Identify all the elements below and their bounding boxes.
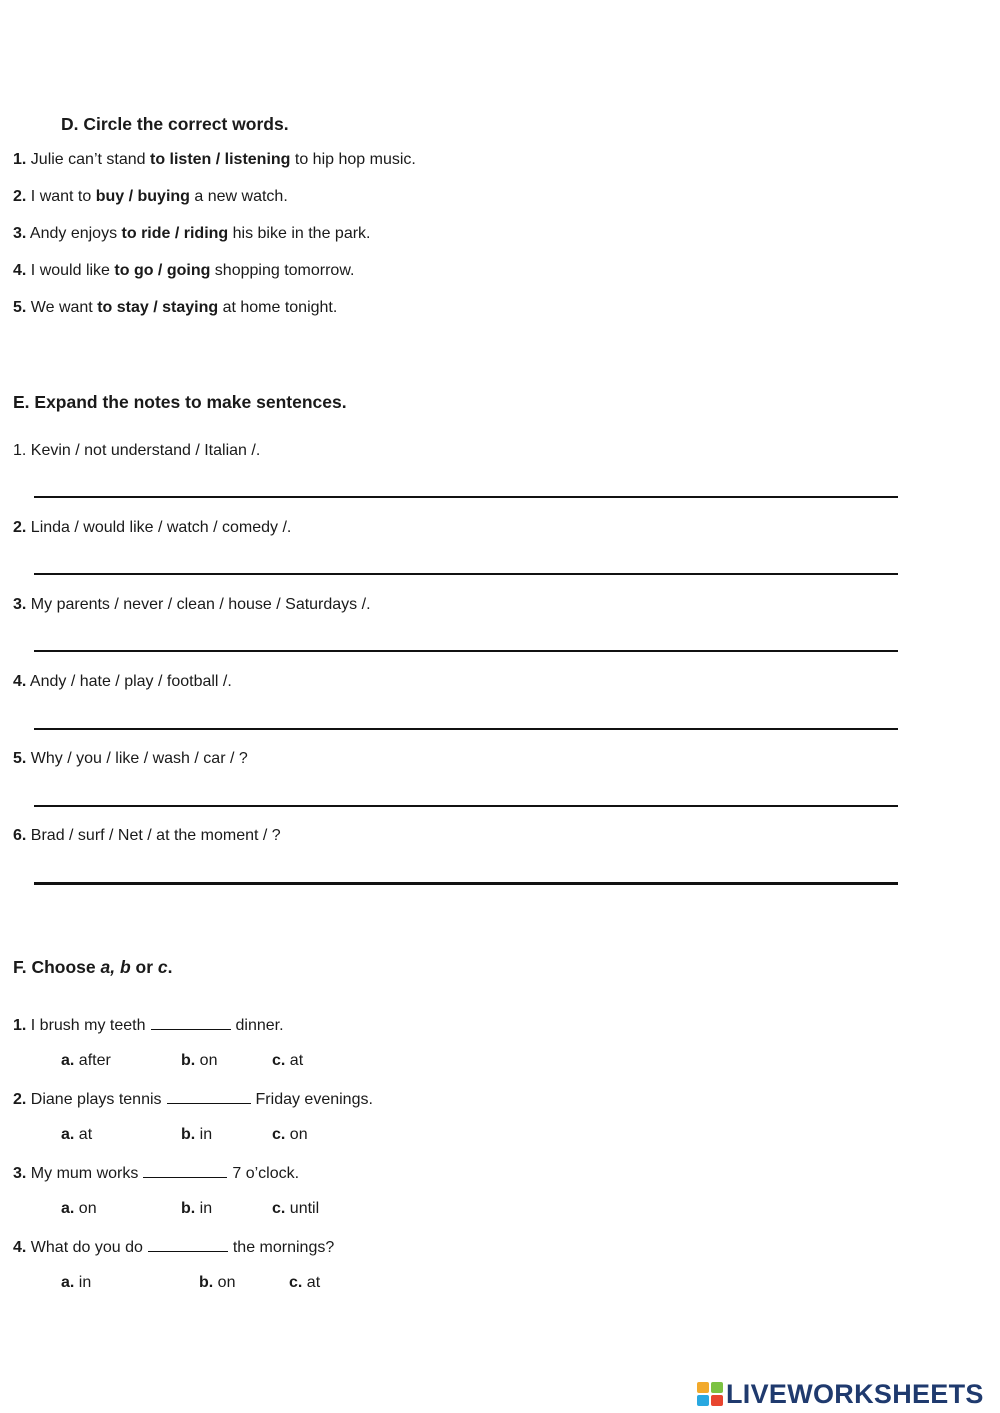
section-f-heading [13,957,173,978]
section-e-heading: E. Expand the notes to make sentences. [13,392,347,412]
d-item-text-post: his bike in the park. [228,225,371,242]
e-item-number: 2. [13,519,27,536]
option-letter: a. [61,1200,75,1217]
e-item-number: 6. [13,827,27,844]
e-item-text: Andy / hate / play / football /. [26,673,232,690]
f-blank-3[interactable] [143,1163,227,1178]
d-item-choice[interactable]: buy / buying [95,188,190,205]
f4-option-a[interactable] [61,1274,91,1292]
liveworksheets-logo-icon [696,1381,724,1407]
option-text: after [74,1052,111,1069]
d-item-text-post: at home tonight. [218,299,338,316]
e-item-text: Kevin / not understand / Italian /. [26,442,261,459]
d-item-2 [13,188,288,206]
option-text: on [213,1274,236,1291]
e-answer-line-4[interactable] [34,728,898,730]
option-text: on [74,1200,97,1217]
f-item-2 [13,1089,373,1109]
d-item-number: 1. [13,151,27,168]
f-item-text-post: the mornings? [232,1239,335,1256]
d-item-choice[interactable]: to stay / staying [97,299,219,316]
d-item-text-pre: We want [30,299,98,316]
d-item-5 [13,299,337,317]
f-item-text-post: Friday evenings. [255,1091,373,1108]
f-item-text-pre: What do you do [26,1239,143,1256]
d-item-text-pre: I want to [30,188,96,205]
f-item-text-post: dinner. [235,1017,284,1034]
f-blank-2[interactable] [167,1089,251,1104]
f-blank-4[interactable] [148,1237,228,1252]
option-letter: a. [61,1052,75,1069]
f-heading-c: c [157,957,168,977]
d-item-text-post: a new watch. [189,188,288,205]
f-item-number: 2. [13,1091,27,1108]
section-d-heading: D. Circle the correct words. [61,114,289,134]
e-answer-line-2[interactable] [34,573,898,575]
f-item-text-post: 7 o’clock. [232,1165,300,1182]
e-item-number: 4. [13,673,27,690]
option-letter: b. [181,1200,196,1217]
e-item-text: Linda / would like / watch / comedy /. [26,519,292,536]
d-item-number: 5. [13,299,27,316]
option-letter: a. [61,1126,75,1143]
liveworksheets-logo-text: LIVEWORKSHEETS [726,1378,984,1409]
f2-option-b[interactable] [181,1126,212,1144]
f1-option-a[interactable] [61,1052,111,1070]
f-item-1 [13,1015,284,1035]
d-item-text-pre: Andy enjoys [29,225,122,242]
f-item-text-pre: Diane plays tennis [26,1091,162,1108]
d-item-text-post: to hip hop music. [290,151,416,168]
d-item-text-pre: I would like [30,262,115,279]
f-item-text-pre: I brush my teeth [26,1017,146,1034]
d-item-choice[interactable]: to go / going [114,262,211,279]
option-letter: b. [181,1126,196,1143]
f-item-number: 4. [13,1239,27,1256]
d-item-1 [13,151,416,169]
e-item-1 [13,442,260,460]
option-text: in [195,1200,213,1217]
option-text: on [285,1126,308,1143]
f-item-number: 3. [13,1165,27,1182]
f4-option-c[interactable] [289,1274,320,1292]
f-item-4 [13,1237,334,1257]
option-text: at [285,1052,304,1069]
e-item-5 [13,750,248,768]
liveworksheets-logo [696,1377,984,1411]
f2-option-a[interactable] [61,1126,92,1144]
d-item-choice[interactable]: to ride / riding [121,225,229,242]
f3-option-a[interactable] [61,1200,97,1218]
f3-option-b[interactable] [181,1200,212,1218]
e-item-text: My parents / never / clean / house / Saturdays /. [26,596,371,613]
e-item-number: 3. [13,596,27,613]
e-answer-line-6[interactable] [34,882,898,885]
option-letter: c. [289,1274,303,1291]
d-item-number: 4. [13,262,27,279]
f-item-text-pre: My mum works [26,1165,139,1182]
f-heading-a-b: a, b [100,957,131,977]
f1-option-b[interactable] [181,1052,217,1070]
e-item-4 [13,673,232,691]
d-item-number: 2. [13,188,27,205]
option-letter: b. [181,1052,196,1069]
e-item-text: Brad / surf / Net / at the moment / ? [26,827,281,844]
option-text: at [302,1274,321,1291]
option-text: until [285,1200,320,1217]
option-text: in [195,1126,213,1143]
e-item-6 [13,827,281,845]
d-item-choice[interactable]: to listen / listening [149,151,291,168]
option-text: at [74,1126,93,1143]
f-heading-prefix: F. Choose [13,957,101,977]
option-text: on [195,1052,218,1069]
f-item-3 [13,1163,299,1183]
option-letter: a. [61,1274,75,1291]
d-item-number: 3. [13,225,27,242]
f2-option-c[interactable] [272,1126,308,1144]
f-item-number: 1. [13,1017,27,1034]
d-item-4 [13,262,354,280]
e-item-number: 1. [13,442,27,459]
d-item-3 [13,225,370,243]
e-answer-line-5[interactable] [34,805,898,807]
option-letter: c. [272,1052,286,1069]
e-item-text: Why / you / like / wash / car / ? [26,750,248,767]
f4-option-b[interactable] [199,1274,235,1292]
f1-option-c[interactable] [272,1052,303,1070]
f3-option-c[interactable] [272,1200,319,1218]
option-letter: b. [199,1274,214,1291]
f-heading-end: . [167,957,173,977]
e-item-number: 5. [13,750,27,767]
f-blank-1[interactable] [151,1015,231,1030]
option-text: in [74,1274,92,1291]
e-answer-line-1[interactable] [34,496,898,498]
e-answer-line-3[interactable] [34,650,898,652]
d-item-text-pre: Julie can’t stand [30,151,150,168]
option-letter: c. [272,1200,286,1217]
e-item-3 [13,596,371,614]
e-item-2 [13,519,291,537]
d-item-text-post: shopping tomorrow. [210,262,355,279]
f-heading-or: or [130,957,158,977]
option-letter: c. [272,1126,286,1143]
